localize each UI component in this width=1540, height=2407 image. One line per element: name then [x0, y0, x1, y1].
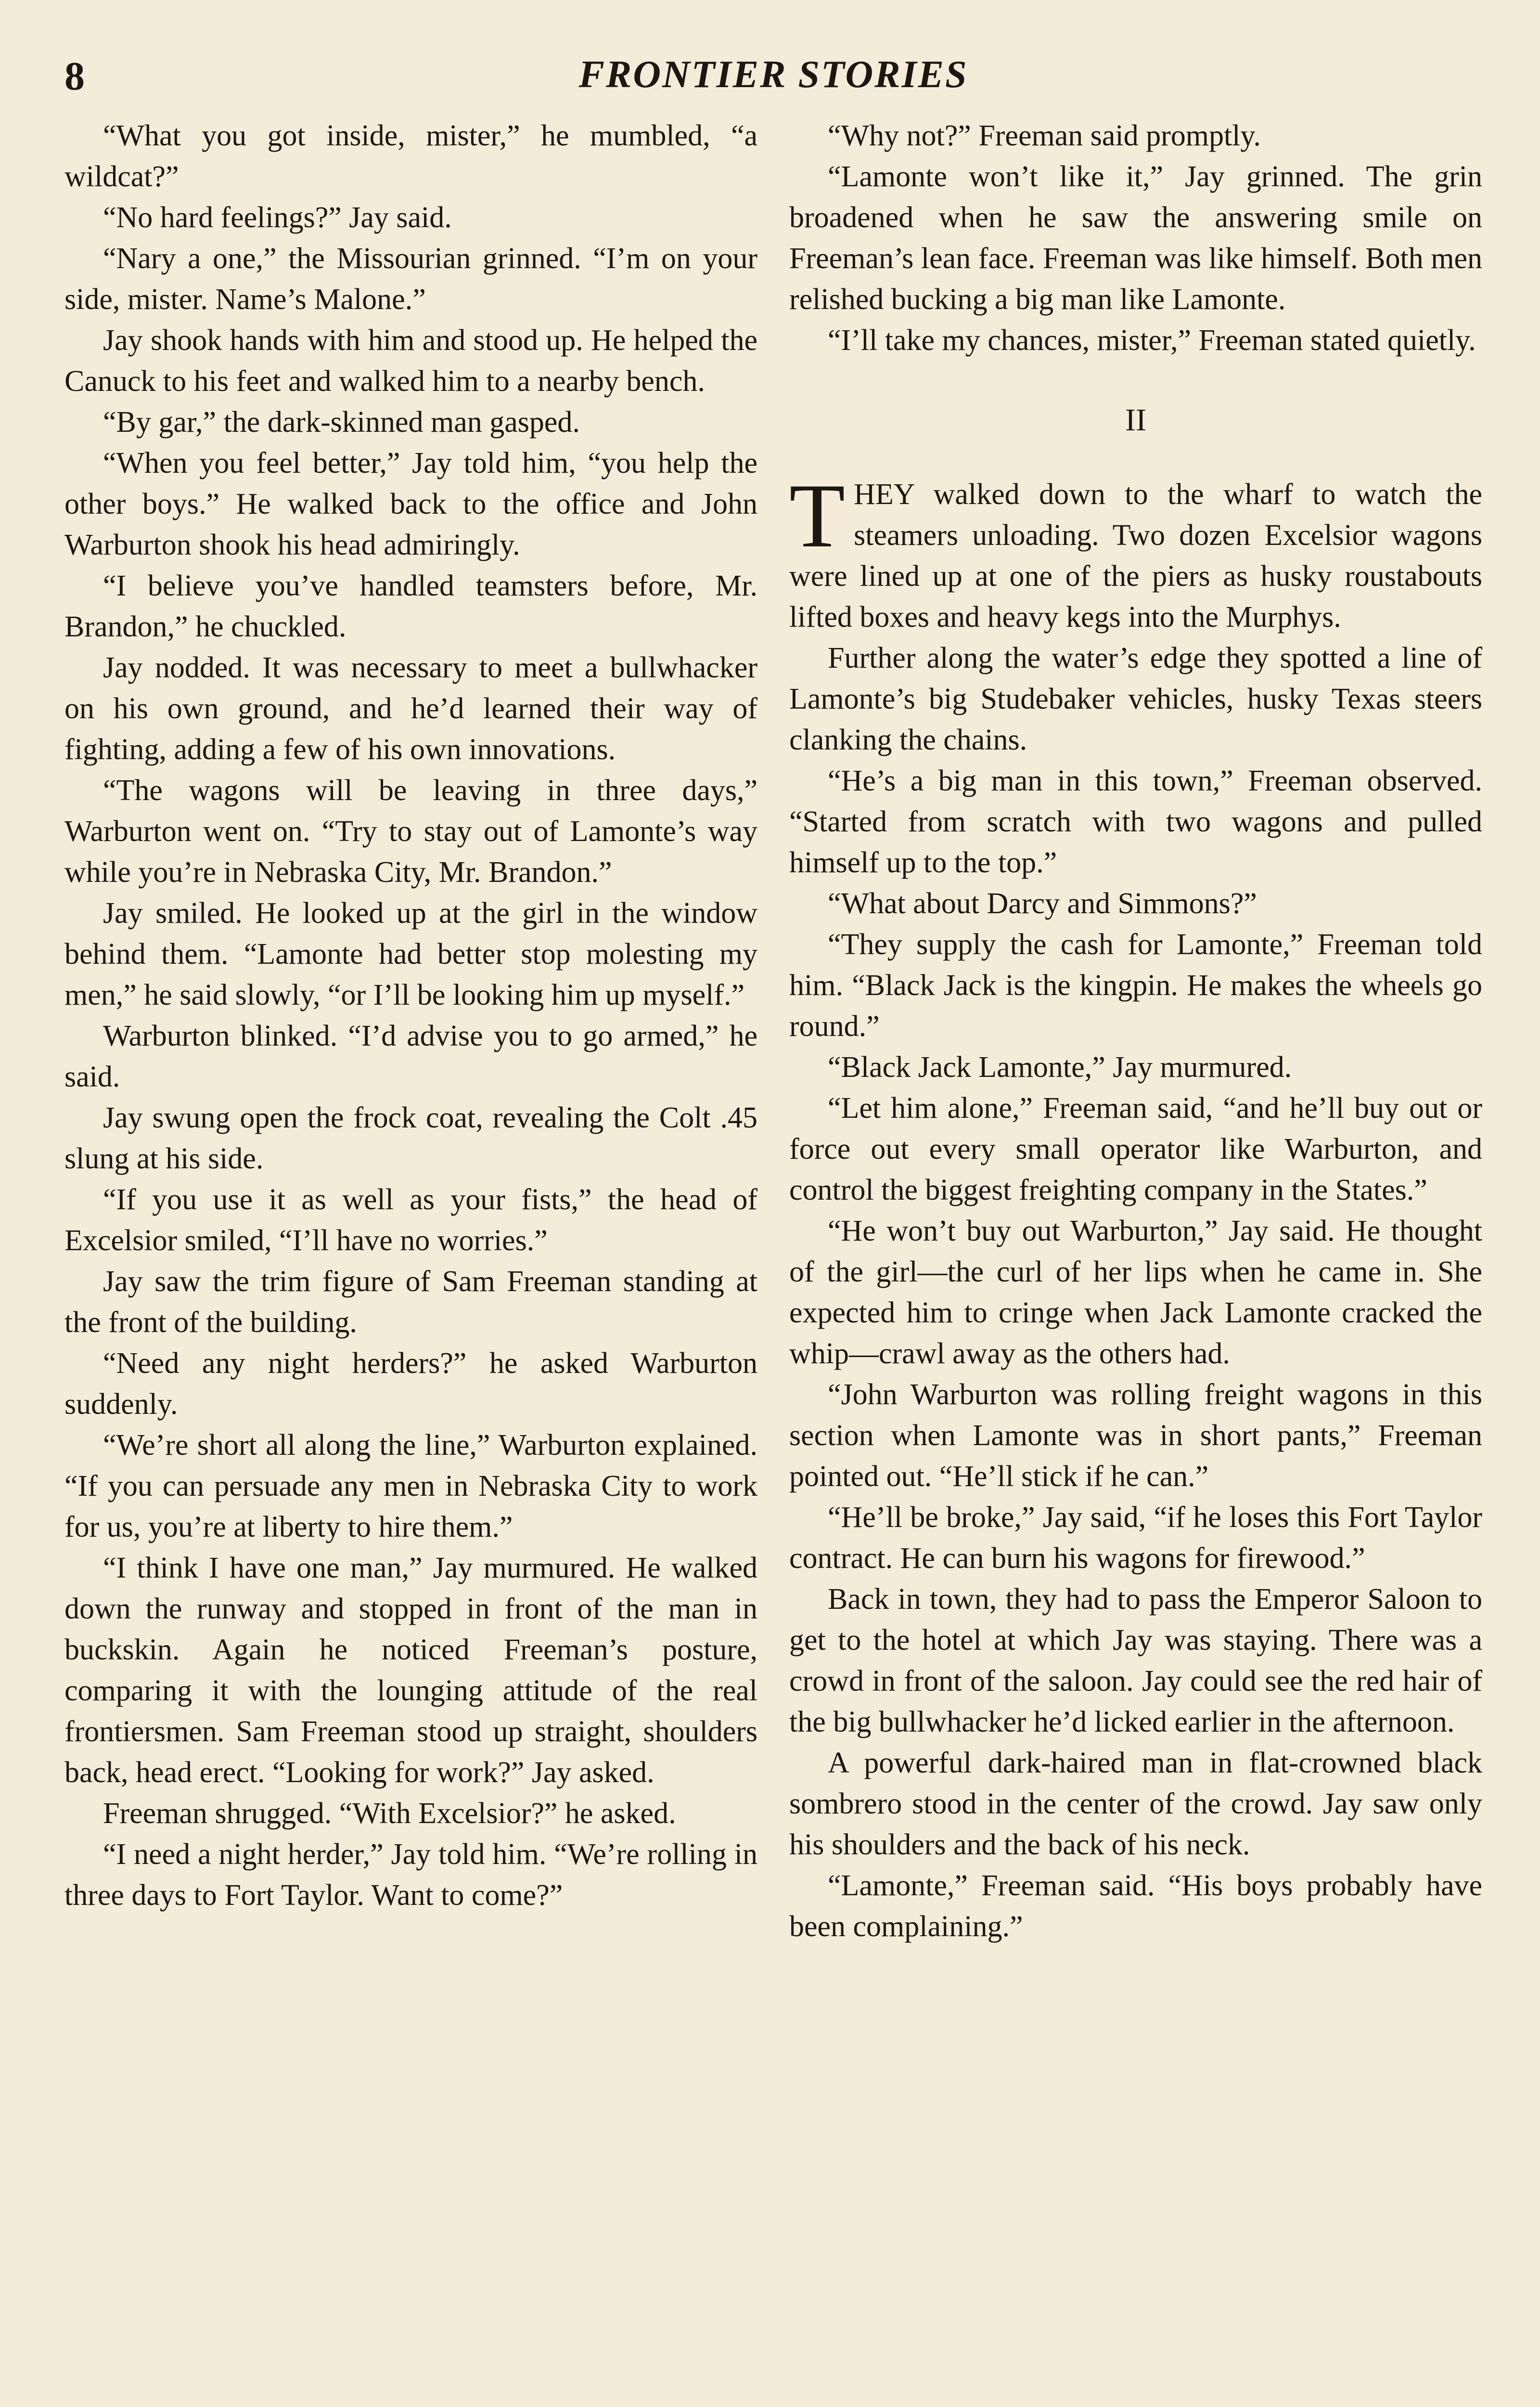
paragraph: “We’re short all along the line,” Warburton explained. “If you can persuade any men in Nebraska City to work for us, you’re at liberty to hire them.” [64, 1429, 757, 1543]
paragraph: “Black Jack Lamonte,” Jay murmured. [828, 1051, 1292, 1084]
paragraph: “The wagons will be leaving in three days,” Warburton went on. “Try to stay out of Lamonte’s way while you’re in Nebraska City, Mr. Brandon.” [64, 774, 757, 889]
right-column-top [789, 116, 1482, 361]
paragraph: “Lamonte won’t like it,” Jay grinned. The grin broadened when he saw the answering smile on Freeman’s lean face. Freeman was like himself. Both men relished bucking a big man like Lamonte. [789, 160, 1482, 316]
paragraph: “John Warburton was rolling freight wagons in this section when Lamonte was in short pants,” Freeman pointed out. “He’ll stick if he can.” [789, 1378, 1482, 1493]
paragraph: Further along the water’s edge they spotted a line of Lamonte’s big Studebaker vehicles, husky Texas steers clanking the chains. [789, 642, 1482, 756]
paragraph: Back in town, they had to pass the Emperor Saloon to get to the hotel at which Jay was staying. There was a crowd in front of the saloon. Jay could see the red hair of the big bullwhacker he’d licked earlier in the afternoon. [789, 1583, 1482, 1738]
drop-cap: T [789, 466, 846, 567]
running-title: FRONTIER STORIES [578, 53, 968, 96]
paragraph: Jay nodded. It was necessary to meet a bullwhacker on his own ground, and he’d learned their way of fighting, adding a few of his own innovations. [64, 651, 757, 766]
page-header [64, 53, 1482, 116]
paragraph: “By gar,” the dark-skinned man gasped. [103, 406, 580, 439]
right-column-bottom [789, 638, 1482, 1947]
paragraph: “What about Darcy and Simmons?” [828, 887, 1257, 920]
text-columns [64, 116, 1482, 1947]
paragraph: “I believe you’ve handled teamsters before, Mr. Brandon,” he chuckled. [64, 569, 757, 643]
paragraph: “He won’t buy out Warburton,” Jay said. He thought of the girl—the curl of her lips when he came in. She expected him to cringe when Jack Lamonte cracked the whip—crawl away as the others had. [789, 1215, 1482, 1370]
paragraph: Jay shook hands with him and stood up. He helped the Canuck to his feet and walked him to a nearby bench. [64, 324, 757, 398]
paragraph: “Lamonte,” Freeman said. “His boys probably have been complaining.” [789, 1869, 1482, 1943]
page-number: 8 [64, 54, 85, 99]
paragraph: Warburton blinked. “I’d advise you to go armed,” he said. [64, 1020, 757, 1093]
paragraph: “He’ll be broke,” Jay said, “if he loses this Fort Taylor contract. He can burn his wagons for firewood.” [789, 1501, 1482, 1575]
chapter-opening-paragraph [789, 466, 1482, 638]
paragraph: “Need any night herders?” he asked Warburton suddenly. [64, 1347, 757, 1421]
paragraph: “When you feel better,” Jay told him, “you help the other boys.” He walked back to the office and John Warburton shook his head admiringly. [64, 447, 757, 561]
paragraph: “I think I have one man,” Jay murmured. He walked down the runway and stopped in front of the man in buckskin. Again he noticed Freeman’s posture, comparing it with the lounging attitude of the real frontiersmen. Sam Freeman stood up straight, shoulders back, head erect. “Looking for work?” Jay asked. [64, 1552, 757, 1789]
paragraph: “I need a night herder,” Jay told him. “We’re rolling in three days to Fort Taylor. Want to come?” [64, 1838, 757, 1912]
paragraph: “I’ll take my chances, mister,” Freeman stated quietly. [828, 324, 1476, 357]
paragraph: “No hard feelings?” Jay said. [103, 201, 452, 234]
paragraph: “He’s a big man in this town,” Freeman observed. “Started from scratch with two wagons and pulled himself up to the top.” [789, 764, 1482, 879]
paragraph: Jay swung open the frock coat, revealing the Colt .45 slung at his side. [64, 1101, 757, 1175]
paragraph: “Let him alone,” Freeman said, “and he’ll buy out or force out every small operator like Warburton, and control the biggest freighting company in the States.” [789, 1092, 1482, 1206]
paragraph: “They supply the cash for Lamonte,” Freeman told him. “Black Jack is the kingpin. He makes the wheels go round.” [789, 928, 1482, 1043]
paragraph: Freeman shrugged. “With Excelsior?” he asked. [103, 1797, 676, 1830]
paragraph: “Nary a one,” the Missourian grinned. “I’m on your side, mister. Name’s Malone.” [64, 242, 757, 316]
right-column [789, 116, 1482, 1947]
paragraph: A powerful dark-haired man in flat-crowned black sombrero stood in the center of the crowd. Jay saw only his shoulders and the back of his neck. [789, 1747, 1482, 1861]
paragraph: Jay smiled. He looked up at the girl in the window behind them. “Lamonte had better stop molesting my men,” he said slowly, “or I’ll be looking him up myself.” [64, 897, 757, 1011]
chapter-first-word: HEY [854, 478, 914, 511]
chapter-opening-text: walked down to the wharf to watch the steamers unloading. Two dozen Excelsior wagons were lined up at one of the piers as husky roustabouts lifted boxes and heavy kegs into the Murphys. [789, 478, 1482, 634]
paragraph: “Why not?” Freeman said promptly. [828, 119, 1261, 152]
chapter-heading: II [1125, 402, 1146, 438]
paragraph: “If you use it as well as your fists,” the head of Excelsior smiled, “I’ll have no worries.” [64, 1183, 757, 1257]
paragraph: Jay saw the trim figure of Sam Freeman standing at the front of the building. [64, 1265, 757, 1339]
left-column [64, 116, 757, 1947]
paragraph: “What you got inside, mister,” he mumbled, “a wildcat?” [64, 119, 757, 193]
